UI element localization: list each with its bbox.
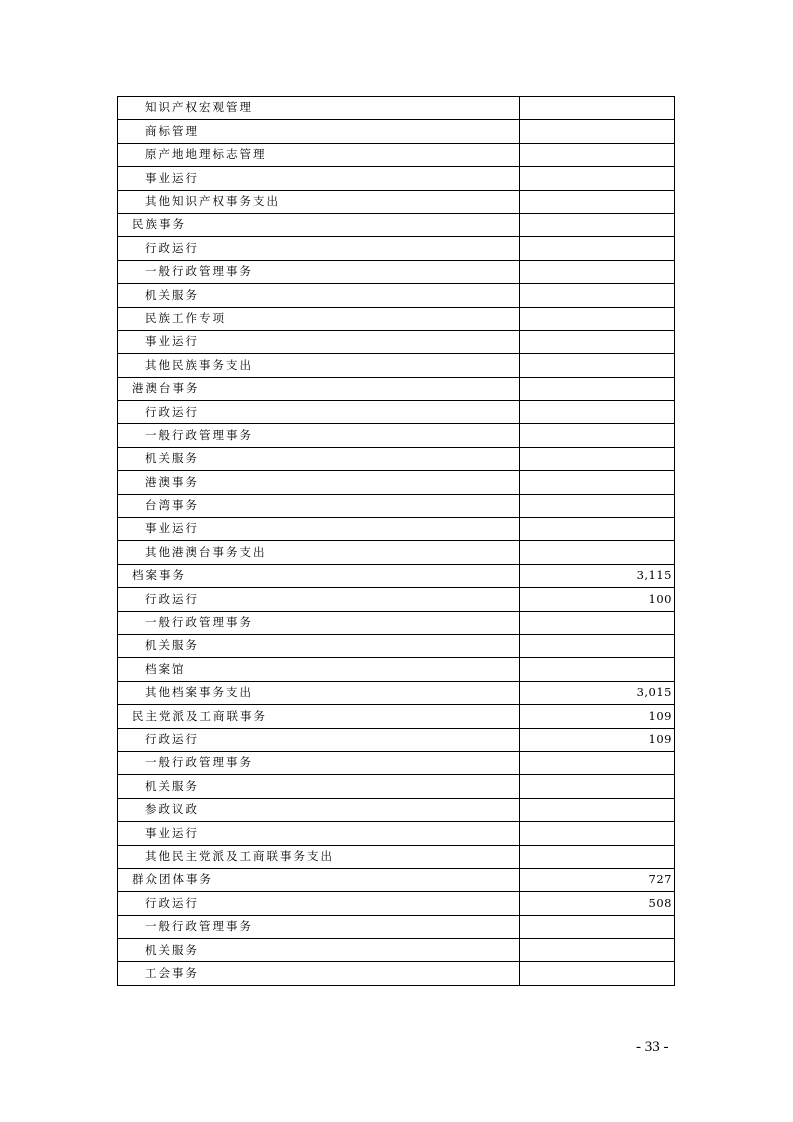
table-row [118, 190, 675, 213]
table-row [118, 541, 675, 564]
item-amount [520, 354, 675, 377]
table-row [118, 681, 675, 704]
item-amount [520, 962, 675, 985]
item-name: 事业运行 [118, 822, 520, 845]
item-amount [520, 541, 675, 564]
item-amount [520, 634, 675, 657]
item-amount [520, 97, 675, 120]
item-name: 其他档案事务支出 [118, 681, 520, 704]
item-amount [520, 167, 675, 190]
item-amount: 3,015 [520, 681, 675, 704]
item-name: 知识产权宏观管理 [118, 97, 520, 120]
table-row [118, 868, 675, 891]
item-name: 行政运行 [118, 588, 520, 611]
item-amount: 3,115 [520, 564, 675, 587]
item-amount [520, 424, 675, 447]
item-name: 其他港澳台事务支出 [118, 541, 520, 564]
table-row [118, 751, 675, 774]
table-body [118, 97, 675, 986]
table-row [118, 494, 675, 517]
item-name: 工会事务 [118, 962, 520, 985]
item-amount: 727 [520, 868, 675, 891]
table-row [118, 307, 675, 330]
table-row [118, 447, 675, 470]
item-amount [520, 190, 675, 213]
item-name: 行政运行 [118, 728, 520, 751]
item-amount [520, 401, 675, 424]
item-amount [520, 658, 675, 681]
table-row [118, 401, 675, 424]
item-name: 民主党派及工商联事务 [118, 705, 520, 728]
item-amount [520, 307, 675, 330]
table-row [118, 962, 675, 985]
table-row [118, 611, 675, 634]
item-name: 行政运行 [118, 892, 520, 915]
table-row [118, 939, 675, 962]
budget-table [117, 96, 675, 986]
table-row [118, 822, 675, 845]
item-name: 其他民族事务支出 [118, 354, 520, 377]
item-name: 机关服务 [118, 775, 520, 798]
table-row [118, 330, 675, 353]
item-amount [520, 377, 675, 400]
table-row [118, 775, 675, 798]
table-row [118, 167, 675, 190]
table-row [118, 471, 675, 494]
page-number: - 33 - [636, 1039, 669, 1055]
item-amount [520, 330, 675, 353]
item-amount: 109 [520, 728, 675, 751]
item-amount [520, 213, 675, 236]
table-row [118, 424, 675, 447]
table-row [118, 658, 675, 681]
table-row [118, 798, 675, 821]
item-name: 一般行政管理事务 [118, 260, 520, 283]
item-amount [520, 284, 675, 307]
item-amount [520, 798, 675, 821]
table-row [118, 354, 675, 377]
item-name: 一般行政管理事务 [118, 751, 520, 774]
item-amount [520, 471, 675, 494]
item-amount [520, 237, 675, 260]
item-name: 民族事务 [118, 213, 520, 236]
item-name: 机关服务 [118, 447, 520, 470]
item-name: 港澳台事务 [118, 377, 520, 400]
table-row [118, 284, 675, 307]
item-amount [520, 751, 675, 774]
table-row [118, 705, 675, 728]
item-name: 档案馆 [118, 658, 520, 681]
item-name: 事业运行 [118, 518, 520, 541]
table-row [118, 213, 675, 236]
item-name: 一般行政管理事务 [118, 915, 520, 938]
table-row [118, 377, 675, 400]
item-amount: 109 [520, 705, 675, 728]
item-amount [520, 447, 675, 470]
item-name: 机关服务 [118, 284, 520, 307]
item-amount [520, 518, 675, 541]
item-amount [520, 611, 675, 634]
item-name: 群众团体事务 [118, 868, 520, 891]
item-amount [520, 915, 675, 938]
table-row [118, 892, 675, 915]
table-row [118, 728, 675, 751]
item-name: 民族工作专项 [118, 307, 520, 330]
table-row [118, 845, 675, 868]
item-amount [520, 845, 675, 868]
item-amount [520, 143, 675, 166]
item-name: 行政运行 [118, 401, 520, 424]
item-name: 商标管理 [118, 120, 520, 143]
table-row [118, 564, 675, 587]
table-row [118, 97, 675, 120]
table-row [118, 634, 675, 657]
item-name: 台湾事务 [118, 494, 520, 517]
item-name: 事业运行 [118, 167, 520, 190]
item-name: 档案事务 [118, 564, 520, 587]
table-row [118, 237, 675, 260]
table-row [118, 260, 675, 283]
item-name: 其他知识产权事务支出 [118, 190, 520, 213]
item-amount [520, 775, 675, 798]
item-name: 其他民主党派及工商联事务支出 [118, 845, 520, 868]
item-amount [520, 120, 675, 143]
item-name: 一般行政管理事务 [118, 611, 520, 634]
table-row [118, 518, 675, 541]
item-name: 原产地地理标志管理 [118, 143, 520, 166]
item-name: 参政议政 [118, 798, 520, 821]
item-name: 港澳事务 [118, 471, 520, 494]
item-name: 机关服务 [118, 634, 520, 657]
item-amount [520, 822, 675, 845]
item-amount: 100 [520, 588, 675, 611]
item-amount [520, 494, 675, 517]
table-row [118, 915, 675, 938]
table-row [118, 588, 675, 611]
item-amount [520, 939, 675, 962]
table-row [118, 120, 675, 143]
table-row [118, 143, 675, 166]
item-name: 一般行政管理事务 [118, 424, 520, 447]
item-amount [520, 260, 675, 283]
item-amount: 508 [520, 892, 675, 915]
item-name: 事业运行 [118, 330, 520, 353]
item-name: 机关服务 [118, 939, 520, 962]
item-name: 行政运行 [118, 237, 520, 260]
